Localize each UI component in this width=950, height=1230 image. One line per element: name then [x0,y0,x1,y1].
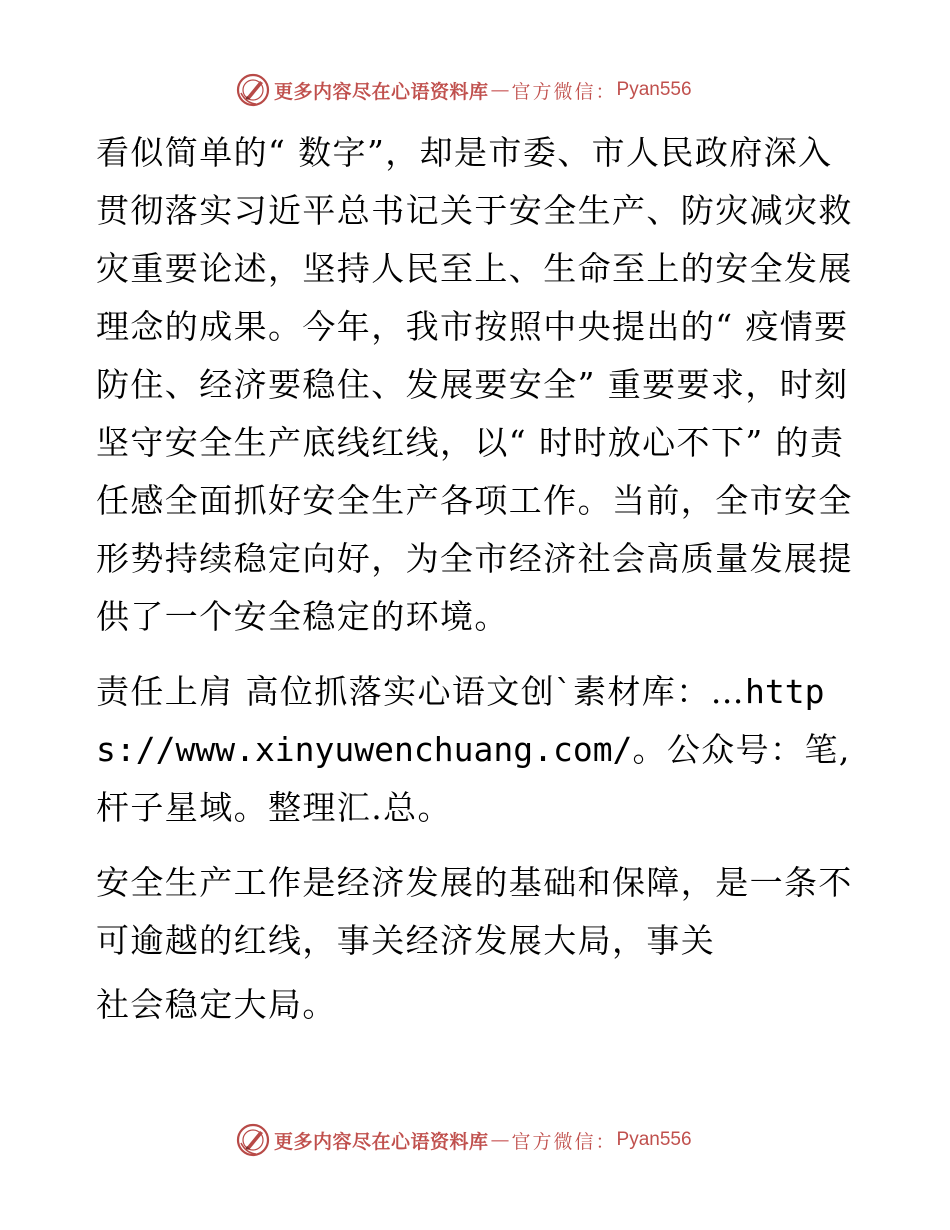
footer-banner [236,1122,692,1158]
banner-wechat-label: 官方微信： [511,1130,617,1153]
paragraph-2-url: https://www.xinyuwenchuang.com/ [96,672,825,769]
document-body [96,124,866,1034]
banner-wechat-id: Pyan556 [616,79,692,100]
banner-dash: — [490,1129,510,1151]
paragraph-2-text-b: 。公众号：笔,杆子星域。整理汇.总。 [96,730,851,827]
paragraph-4: 社会稳定大局。 [96,985,337,1024]
banner-title: 更多内容尽在心语资料库 [274,80,489,103]
paragraph-2 [96,663,866,837]
quill-logo-icon [236,73,270,107]
paragraph-2-text-a: 责任上肩 高位抓落实心语文创`素材库：… [96,672,745,711]
paragraph-3: 安全生产工作是经济发展的基础和保障，是一条不可逾越的红线，事关经济发展大局，事关 [96,863,853,960]
banner-title: 更多内容尽在心语资料库 [274,1130,489,1153]
banner-wechat-label: 官方微信： [511,80,617,103]
quill-logo-icon [236,1123,270,1157]
banner-wechat-id: Pyan556 [616,1129,692,1150]
paragraph-1: 看似简单的“ 数字”，却是市委、市人民政府深入贯彻落实习近平总书记关于安全生产、防灾减灾救灾重要论述，坚持人民至上、生命至上的安全发展理念的成果。今年，我市按照中央提出的“ 疫情要防住、经济要稳住、发展要安全” 重要要求，时刻坚守安全生产底线红线，以“ 时时放心不下” 的责任感全面抓好安全生产各项工作。当前，全市安全形势持续稳定向好，为全市经济社会高质量发展提供了一个安全稳定的环境。 [96,133,853,636]
header-banner [236,72,692,108]
banner-dash: — [490,79,510,101]
